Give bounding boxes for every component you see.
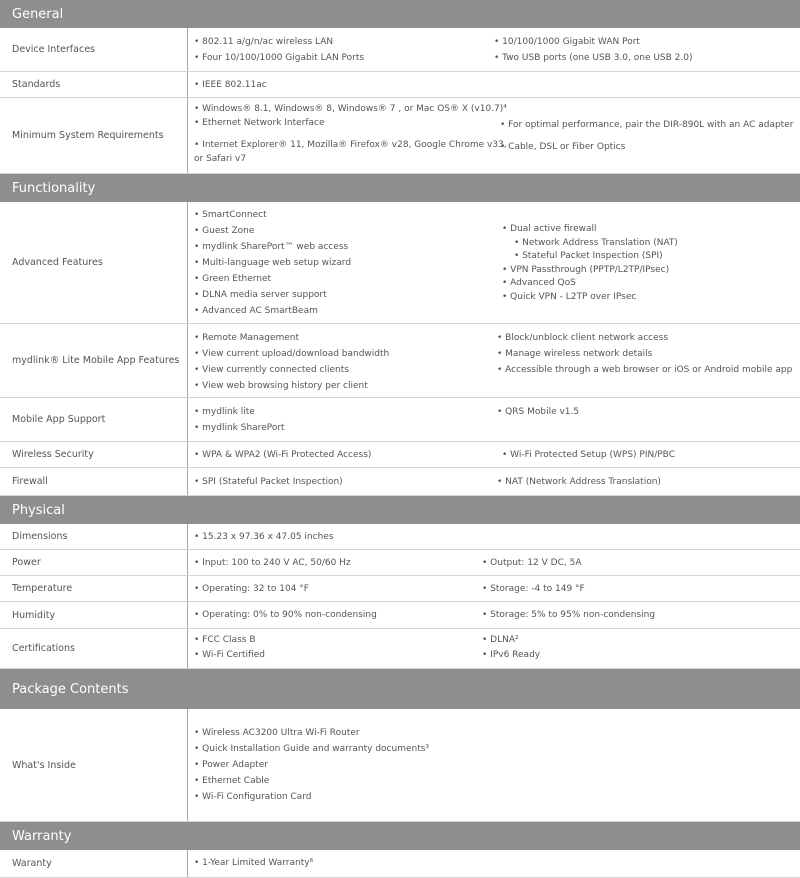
list-item: • mydlink lite: [194, 407, 255, 417]
list-item: • WPA & WPA2 (Wi-Fi Protected Access): [194, 450, 372, 460]
list-item: • 802.11 a/g/n/ac wireless LAN: [194, 37, 334, 47]
spec-row-warranty: [0, 850, 800, 878]
spec-row-firewall: [0, 468, 800, 496]
spec-row-whats-inside: [0, 709, 800, 822]
list-item: • Green Ethernet: [194, 274, 272, 284]
spec-row-humidity: [0, 602, 800, 629]
list-item: • Multi-language web setup wizard: [194, 258, 352, 268]
list-item: • View current upload/download bandwidth: [194, 349, 390, 359]
section-header-package-contents: [0, 669, 800, 709]
section-title: Package Contents: [12, 681, 129, 697]
row-label: mydlink® Lite Mobile App Features: [0, 324, 188, 397]
row-label: Wireless Security: [0, 442, 188, 467]
list-item: • mydlink SharePort: [194, 423, 285, 433]
section-header-general: [0, 0, 800, 28]
list-item: • Dual active firewall: [502, 224, 597, 234]
list-item: • View currently connected clients: [194, 365, 349, 375]
list-item: • 15.23 x 97.36 x 47.05 inches: [194, 532, 334, 542]
list-item: • Operating: 0% to 90% non-condensing: [194, 610, 377, 620]
list-item: • 1-Year Limited Warranty⁶: [194, 858, 314, 868]
list-item: • Two USB ports (one USB 3.0, one USB 2.0): [494, 53, 693, 63]
row-label: Certifications: [0, 629, 188, 668]
spec-row-dimensions: [0, 524, 800, 550]
row-label: Minimum System Requirements: [0, 98, 188, 173]
list-item: • Output: 12 V DC, 5A: [482, 558, 582, 568]
section-header-warranty: [0, 822, 800, 850]
list-item: • Storage: -4 to 149 °F: [482, 584, 585, 594]
row-label: Advanced Features: [0, 202, 188, 323]
list-item: • FCC Class B: [194, 635, 256, 645]
list-item: • Stateful Packet Inspection (SPI): [514, 251, 663, 261]
list-item: • NAT (Network Address Translation): [497, 477, 661, 487]
list-item: • 10/100/1000 Gigabit WAN Port: [494, 37, 640, 47]
list-item: • Wi-Fi Certified: [194, 650, 265, 660]
list-item: • Ethernet Network Interface: [194, 118, 325, 128]
row-label: Standards: [0, 72, 188, 97]
list-item: • IPv6 Ready: [482, 650, 541, 660]
list-item: • QRS Mobile v1.5: [497, 407, 580, 417]
list-item: • mydlink SharePort™ web access: [194, 242, 349, 252]
section-title: Warranty: [12, 828, 72, 844]
spec-row-device-interfaces: [0, 28, 800, 72]
spec-row-power: [0, 550, 800, 576]
section-title: Functionality: [12, 180, 96, 196]
list-item: • IEEE 802.11ac: [194, 80, 267, 90]
list-item: • Power Adapter: [194, 760, 268, 770]
list-item: • Block/unblock client network access: [497, 333, 669, 343]
spec-row-mobile-app-features: [0, 324, 800, 398]
list-item: • SPI (Stateful Packet Inspection): [194, 477, 343, 487]
list-item: • SmartConnect: [194, 210, 267, 220]
row-label: Temperature: [0, 576, 188, 601]
list-item: • Advanced AC SmartBeam: [194, 306, 318, 316]
spec-row-standards: [0, 72, 800, 98]
row-label: Device Interfaces: [0, 28, 188, 71]
list-item: • Cable, DSL or Fiber Optics: [500, 142, 626, 152]
list-item: • Remote Management: [194, 333, 300, 343]
list-item: • Accessible through a web browser or iOS or Android mobile app: [497, 365, 793, 375]
list-item: • Network Address Translation (NAT): [514, 237, 678, 248]
list-item: • For optimal performance, pair the DIR-890L with an AC adapter: [500, 120, 794, 130]
list-item: • Four 10/100/1000 Gigabit LAN Ports: [194, 53, 365, 63]
row-label: What's Inside: [0, 709, 188, 821]
spec-row-advanced-features: [0, 202, 800, 324]
spec-row-certifications: [0, 629, 800, 669]
list-item: • Quick VPN - L2TP over IPsec: [502, 291, 637, 302]
section-header-functionality: [0, 174, 800, 202]
spec-row-temperature: [0, 576, 800, 602]
list-item: • DLNA media server support: [194, 290, 327, 300]
spec-row-wireless-security: [0, 442, 800, 468]
section-title: Physical: [12, 502, 65, 518]
list-item: • Quick Installation Guide and warranty documents³: [194, 744, 430, 754]
list-item: • Manage wireless network details: [497, 349, 653, 359]
list-item: • VPN Passthrough (PPTP/L2TP/IPsec): [502, 264, 670, 275]
list-item: • DLNA²: [482, 635, 519, 645]
spec-row-mobile-app-support: [0, 398, 800, 442]
list-item: • Input: 100 to 240 V AC, 50/60 Hz: [194, 558, 351, 568]
row-label: Power: [0, 550, 188, 575]
spec-row-min-requirements: [0, 98, 800, 174]
list-item: • Windows® 8.1, Windows® 8, Windows® 7 , or Mac OS® X (v10.7)⁴: [194, 104, 507, 114]
list-item: • Storage: 5% to 95% non-condensing: [482, 610, 656, 620]
list-item: • Wi-Fi Protected Setup (WPS) PIN/PBC: [502, 450, 675, 460]
row-label: Humidity: [0, 602, 188, 628]
section-header-physical: [0, 496, 800, 524]
row-label: Waranty: [0, 850, 188, 877]
list-item: • Wireless AC3200 Ultra Wi-Fi Router: [194, 728, 360, 738]
row-label: Mobile App Support: [0, 398, 188, 441]
row-label: Firewall: [0, 468, 188, 495]
list-item: • Internet Explorer® 11, Mozilla® Firefox® v28, Google Chrome v33,: [194, 140, 507, 150]
row-label: Dimensions: [0, 524, 188, 549]
list-item: • Ethernet Cable: [194, 776, 270, 786]
list-item: • View web browsing history per client: [194, 381, 368, 391]
list-item: • Advanced QoS: [502, 278, 576, 288]
list-item: • Wi-Fi Configuration Card: [194, 792, 312, 802]
section-title: General: [12, 6, 64, 22]
list-item: • Operating: 32 to 104 °F: [194, 584, 309, 594]
list-item: • Guest Zone: [194, 226, 255, 236]
list-item: or Safari v7: [194, 154, 247, 164]
